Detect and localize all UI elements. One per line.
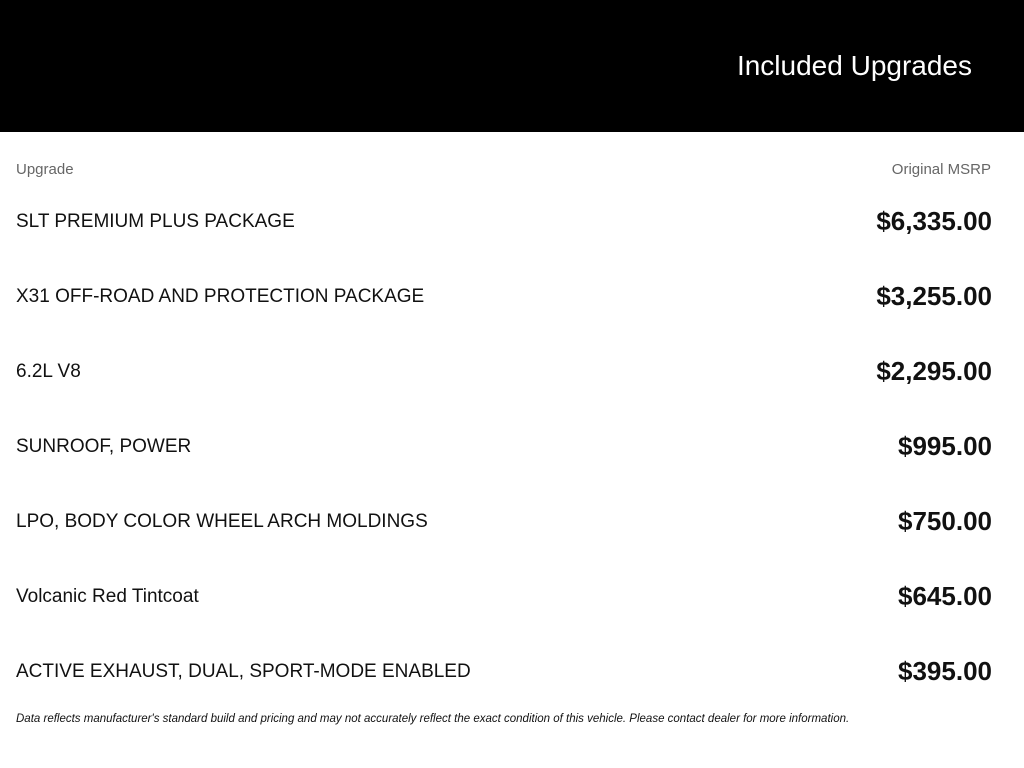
- upgrade-name: 6.2L V8: [16, 361, 81, 382]
- column-header-msrp: Original MSRP: [891, 161, 991, 178]
- upgrade-price: $750.00: [898, 506, 992, 536]
- header-bar: [0, 0, 1024, 132]
- table-row: [0, 484, 1024, 559]
- upgrade-name: Volcanic Red Tintcoat: [16, 586, 199, 607]
- table-row: [0, 634, 1024, 709]
- column-header-upgrade: Upgrade: [16, 161, 74, 178]
- upgrade-name: LPO, BODY COLOR WHEEL ARCH MOLDINGS: [16, 511, 428, 532]
- upgrade-price: $645.00: [898, 581, 992, 611]
- upgrade-name: SUNROOF, POWER: [16, 436, 192, 457]
- table-row: [0, 559, 1024, 634]
- upgrade-price: $995.00: [898, 431, 992, 461]
- upgrades-list: [0, 184, 1024, 709]
- upgrade-price: $6,335.00: [876, 206, 992, 236]
- page-title: Included Upgrades: [736, 50, 972, 81]
- upgrade-name: X31 OFF-ROAD AND PROTECTION PACKAGE: [16, 286, 425, 307]
- upgrade-name: ACTIVE EXHAUST, DUAL, SPORT-MODE ENABLED: [16, 661, 471, 682]
- upgrade-price: $395.00: [898, 656, 992, 686]
- upgrade-price: $3,255.00: [876, 281, 992, 311]
- table-row: [0, 409, 1024, 484]
- table-row: [0, 334, 1024, 409]
- disclaimer-text: Data reflects manufacturer's standard build and pricing and may not accurately reflect the exact condition of this vehicle. Please contact dealer for more information.: [16, 713, 850, 725]
- upgrade-price: $2,295.00: [876, 356, 992, 386]
- table-row: [0, 184, 1024, 259]
- table-row: [0, 259, 1024, 334]
- upgrade-name: SLT PREMIUM PLUS PACKAGE: [16, 211, 295, 232]
